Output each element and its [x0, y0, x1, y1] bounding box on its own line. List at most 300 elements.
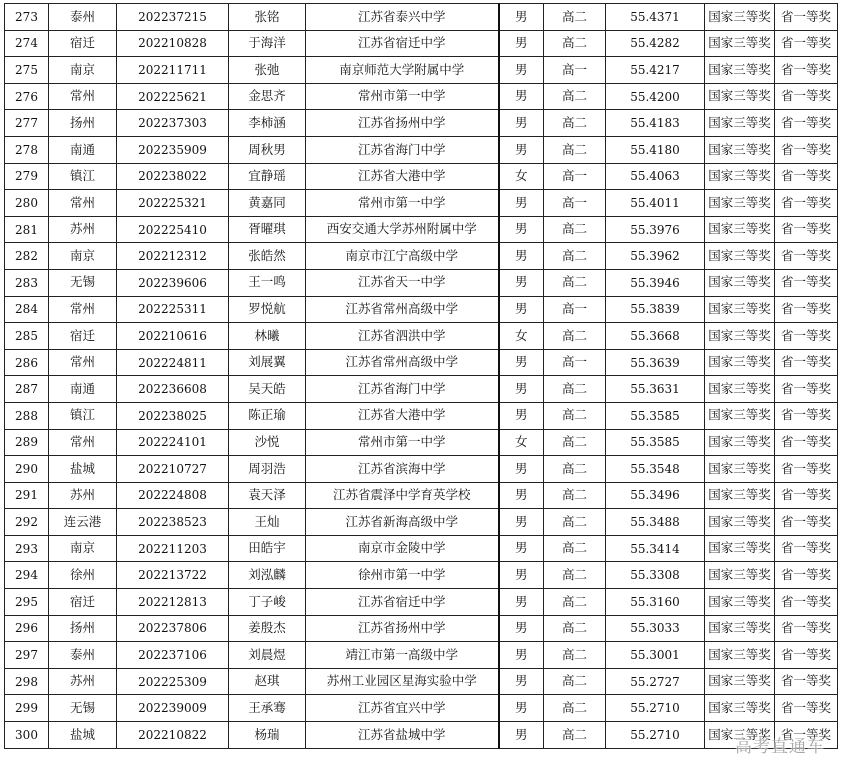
rank-cell: 294 — [5, 562, 49, 589]
exam-id-cell: 202237303 — [117, 110, 229, 137]
score-cell: 55.4183 — [606, 110, 705, 137]
city-cell: 宿迁 — [49, 589, 117, 616]
school-cell: 南京市江宁高级中学 — [306, 243, 499, 270]
exam-id-cell: 202236608 — [117, 376, 229, 403]
city-cell: 常州 — [49, 349, 117, 376]
table-row — [5, 456, 838, 483]
table-row — [5, 83, 838, 110]
school-cell: 江苏省宿迁中学 — [306, 30, 499, 57]
gender-cell: 男 — [499, 642, 544, 669]
rank-cell: 291 — [5, 482, 49, 509]
score-cell: 55.4180 — [606, 136, 705, 163]
student-name-cell: 宜静瑶 — [229, 163, 306, 190]
exam-id-cell: 202239009 — [117, 695, 229, 722]
national-award-cell: 国家三等奖 — [705, 615, 775, 642]
rank-cell: 277 — [5, 110, 49, 137]
gender-cell: 男 — [499, 190, 544, 217]
rank-cell: 286 — [5, 349, 49, 376]
exam-id-cell: 202237106 — [117, 642, 229, 669]
grade-cell: 高二 — [544, 695, 606, 722]
city-cell: 常州 — [49, 190, 117, 217]
table-row — [5, 376, 838, 403]
provincial-award-cell: 省一等奖 — [775, 562, 838, 589]
exam-id-cell: 202225621 — [117, 83, 229, 110]
exam-id-cell: 202211203 — [117, 535, 229, 562]
school-cell: 江苏省海门中学 — [306, 376, 499, 403]
gender-cell: 男 — [499, 30, 544, 57]
grade-cell: 高二 — [544, 30, 606, 57]
provincial-award-cell: 省一等奖 — [775, 482, 838, 509]
city-cell: 徐州 — [49, 562, 117, 589]
gender-cell: 女 — [499, 323, 544, 350]
rank-cell: 280 — [5, 190, 49, 217]
gender-cell: 男 — [499, 722, 544, 749]
grade-cell: 高二 — [544, 589, 606, 616]
provincial-award-cell: 省一等奖 — [775, 376, 838, 403]
provincial-award-cell: 省一等奖 — [775, 695, 838, 722]
exam-id-cell: 202225311 — [117, 296, 229, 323]
student-name-cell: 陈正瑜 — [229, 402, 306, 429]
school-cell: 靖江市第一高级中学 — [306, 642, 499, 669]
provincial-award-cell: 省一等奖 — [775, 136, 838, 163]
exam-id-cell: 202210828 — [117, 30, 229, 57]
national-award-cell: 国家三等奖 — [705, 83, 775, 110]
rank-cell: 295 — [5, 589, 49, 616]
national-award-cell: 国家三等奖 — [705, 429, 775, 456]
score-cell: 55.3639 — [606, 349, 705, 376]
national-award-cell: 国家三等奖 — [705, 376, 775, 403]
table-row — [5, 668, 838, 695]
national-award-cell: 国家三等奖 — [705, 668, 775, 695]
city-cell: 无锡 — [49, 695, 117, 722]
school-cell: 常州市第一中学 — [306, 429, 499, 456]
student-name-cell: 田皓宇 — [229, 535, 306, 562]
school-cell: 江苏省宜兴中学 — [306, 695, 499, 722]
exam-id-cell: 202213722 — [117, 562, 229, 589]
national-award-cell: 国家三等奖 — [705, 296, 775, 323]
city-cell: 南京 — [49, 57, 117, 84]
grade-cell: 高二 — [544, 269, 606, 296]
student-name-cell: 丁子峻 — [229, 589, 306, 616]
student-name-cell: 李柿涵 — [229, 110, 306, 137]
school-cell: 江苏省扬州中学 — [306, 615, 499, 642]
school-cell: 常州市第一中学 — [306, 83, 499, 110]
city-cell: 盐城 — [49, 722, 117, 749]
city-cell: 南通 — [49, 136, 117, 163]
rank-cell: 284 — [5, 296, 49, 323]
grade-cell: 高二 — [544, 429, 606, 456]
gender-cell: 男 — [499, 615, 544, 642]
provincial-award-cell: 省一等奖 — [775, 535, 838, 562]
student-name-cell: 姜殷杰 — [229, 615, 306, 642]
gender-cell: 男 — [499, 4, 544, 31]
national-award-cell: 国家三等奖 — [705, 269, 775, 296]
score-cell: 55.3033 — [606, 615, 705, 642]
provincial-award-cell: 省一等奖 — [775, 509, 838, 536]
table-row — [5, 429, 838, 456]
gender-cell: 男 — [499, 509, 544, 536]
national-award-cell: 国家三等奖 — [705, 456, 775, 483]
grade-cell: 高二 — [544, 136, 606, 163]
grade-cell: 高二 — [544, 4, 606, 31]
student-name-cell: 张皓然 — [229, 243, 306, 270]
table-row — [5, 642, 838, 669]
grade-cell: 高二 — [544, 642, 606, 669]
student-name-cell: 刘展翼 — [229, 349, 306, 376]
rank-cell: 296 — [5, 615, 49, 642]
grade-cell: 高二 — [544, 535, 606, 562]
rank-cell: 285 — [5, 323, 49, 350]
score-cell: 55.3488 — [606, 509, 705, 536]
rank-cell: 298 — [5, 668, 49, 695]
table-row — [5, 163, 838, 190]
school-cell: 西安交通大学苏州附属中学 — [306, 216, 499, 243]
national-award-cell: 国家三等奖 — [705, 57, 775, 84]
provincial-award-cell: 省一等奖 — [775, 615, 838, 642]
score-cell: 55.3585 — [606, 402, 705, 429]
provincial-award-cell: 省一等奖 — [775, 190, 838, 217]
school-cell: 江苏省大港中学 — [306, 163, 499, 190]
grade-cell: 高二 — [544, 615, 606, 642]
student-name-cell: 林曦 — [229, 323, 306, 350]
score-cell: 55.3631 — [606, 376, 705, 403]
provincial-award-cell: 省一等奖 — [775, 429, 838, 456]
gender-cell: 男 — [499, 57, 544, 84]
national-award-cell: 国家三等奖 — [705, 323, 775, 350]
exam-id-cell: 202224101 — [117, 429, 229, 456]
city-cell: 扬州 — [49, 615, 117, 642]
grade-cell: 高二 — [544, 243, 606, 270]
school-cell: 江苏省海门中学 — [306, 136, 499, 163]
score-cell: 55.3001 — [606, 642, 705, 669]
provincial-award-cell: 省一等奖 — [775, 349, 838, 376]
school-cell: 江苏省盐城中学 — [306, 722, 499, 749]
table-row — [5, 695, 838, 722]
student-name-cell: 刘晨煜 — [229, 642, 306, 669]
score-cell: 55.3414 — [606, 535, 705, 562]
grade-cell: 高二 — [544, 110, 606, 137]
gender-cell: 男 — [499, 456, 544, 483]
rank-cell: 282 — [5, 243, 49, 270]
table-row — [5, 30, 838, 57]
school-cell: 江苏省扬州中学 — [306, 110, 499, 137]
student-name-cell: 张弛 — [229, 57, 306, 84]
school-cell: 苏州工业园区星海实验中学 — [306, 668, 499, 695]
student-name-cell: 刘泓麟 — [229, 562, 306, 589]
city-cell: 无锡 — [49, 269, 117, 296]
school-cell: 江苏省宿迁中学 — [306, 589, 499, 616]
table-row — [5, 482, 838, 509]
student-name-cell: 赵琪 — [229, 668, 306, 695]
grade-cell: 高二 — [544, 509, 606, 536]
city-cell: 苏州 — [49, 482, 117, 509]
city-cell: 宿迁 — [49, 323, 117, 350]
student-name-cell: 黄嘉同 — [229, 190, 306, 217]
national-award-cell: 国家三等奖 — [705, 722, 775, 749]
grade-cell: 高二 — [544, 482, 606, 509]
school-cell: 江苏省滨海中学 — [306, 456, 499, 483]
grade-cell: 高二 — [544, 668, 606, 695]
city-cell: 盐城 — [49, 456, 117, 483]
provincial-award-cell: 省一等奖 — [775, 83, 838, 110]
provincial-award-cell: 省一等奖 — [775, 163, 838, 190]
table-row — [5, 535, 838, 562]
grade-cell: 高二 — [544, 722, 606, 749]
student-name-cell: 王灿 — [229, 509, 306, 536]
score-cell: 55.4217 — [606, 57, 705, 84]
grade-cell: 高二 — [544, 323, 606, 350]
grade-cell: 高一 — [544, 163, 606, 190]
gender-cell: 男 — [499, 269, 544, 296]
gender-cell: 男 — [499, 668, 544, 695]
student-name-cell: 沙悦 — [229, 429, 306, 456]
score-cell: 55.3585 — [606, 429, 705, 456]
provincial-award-cell: 省一等奖 — [775, 30, 838, 57]
school-cell: 江苏省常州高级中学 — [306, 349, 499, 376]
student-name-cell: 袁天泽 — [229, 482, 306, 509]
student-name-cell: 王承骞 — [229, 695, 306, 722]
national-award-cell: 国家三等奖 — [705, 509, 775, 536]
gender-cell: 男 — [499, 243, 544, 270]
rank-cell: 274 — [5, 30, 49, 57]
grade-cell: 高二 — [544, 562, 606, 589]
city-cell: 宿迁 — [49, 30, 117, 57]
student-name-cell: 张铭 — [229, 4, 306, 31]
rank-cell: 279 — [5, 163, 49, 190]
table-row — [5, 216, 838, 243]
grade-cell: 高一 — [544, 349, 606, 376]
gender-cell: 男 — [499, 482, 544, 509]
rank-cell: 283 — [5, 269, 49, 296]
gender-cell: 男 — [499, 562, 544, 589]
provincial-award-cell: 省一等奖 — [775, 722, 838, 749]
city-cell: 连云港 — [49, 509, 117, 536]
provincial-award-cell: 省一等奖 — [775, 269, 838, 296]
rank-cell: 288 — [5, 402, 49, 429]
student-name-cell: 杨瑞 — [229, 722, 306, 749]
exam-id-cell: 202235909 — [117, 136, 229, 163]
city-cell: 泰州 — [49, 642, 117, 669]
exam-id-cell: 202225321 — [117, 190, 229, 217]
city-cell: 常州 — [49, 429, 117, 456]
city-cell: 南京 — [49, 535, 117, 562]
national-award-cell: 国家三等奖 — [705, 243, 775, 270]
grade-cell: 高二 — [544, 456, 606, 483]
award-table — [4, 3, 838, 749]
provincial-award-cell: 省一等奖 — [775, 296, 838, 323]
city-cell: 泰州 — [49, 4, 117, 31]
national-award-cell: 国家三等奖 — [705, 190, 775, 217]
gender-cell: 男 — [499, 296, 544, 323]
gender-cell: 男 — [499, 136, 544, 163]
school-cell: 江苏省泗洪中学 — [306, 323, 499, 350]
grade-cell: 高二 — [544, 216, 606, 243]
score-cell: 55.2727 — [606, 668, 705, 695]
national-award-cell: 国家三等奖 — [705, 4, 775, 31]
score-cell: 55.3308 — [606, 562, 705, 589]
school-cell: 徐州市第一中学 — [306, 562, 499, 589]
exam-id-cell: 202224811 — [117, 349, 229, 376]
school-cell: 江苏省大港中学 — [306, 402, 499, 429]
table-row — [5, 349, 838, 376]
school-cell: 江苏省新海高级中学 — [306, 509, 499, 536]
grade-cell: 高二 — [544, 83, 606, 110]
table-row — [5, 57, 838, 84]
national-award-cell: 国家三等奖 — [705, 482, 775, 509]
exam-id-cell: 202238523 — [117, 509, 229, 536]
school-cell: 江苏省常州高级中学 — [306, 296, 499, 323]
provincial-award-cell: 省一等奖 — [775, 57, 838, 84]
score-cell: 55.3160 — [606, 589, 705, 616]
score-cell: 55.3548 — [606, 456, 705, 483]
score-cell: 55.4011 — [606, 190, 705, 217]
exam-id-cell: 202210616 — [117, 323, 229, 350]
table-row — [5, 323, 838, 350]
provincial-award-cell: 省一等奖 — [775, 402, 838, 429]
exam-id-cell: 202225309 — [117, 668, 229, 695]
exam-id-cell: 202225410 — [117, 216, 229, 243]
table-row — [5, 402, 838, 429]
national-award-cell: 国家三等奖 — [705, 562, 775, 589]
school-cell: 南京师范大学附属中学 — [306, 57, 499, 84]
score-cell: 55.4282 — [606, 30, 705, 57]
gender-cell: 男 — [499, 535, 544, 562]
provincial-award-cell: 省一等奖 — [775, 642, 838, 669]
national-award-cell: 国家三等奖 — [705, 216, 775, 243]
gender-cell: 男 — [499, 402, 544, 429]
table-row — [5, 4, 838, 31]
city-cell: 苏州 — [49, 216, 117, 243]
student-name-cell: 胥曜琪 — [229, 216, 306, 243]
score-cell: 55.4200 — [606, 83, 705, 110]
exam-id-cell: 202212312 — [117, 243, 229, 270]
exam-id-cell: 202211711 — [117, 57, 229, 84]
national-award-cell: 国家三等奖 — [705, 349, 775, 376]
rank-cell: 273 — [5, 4, 49, 31]
city-cell: 镇江 — [49, 402, 117, 429]
watermark-text: 高考直通车 — [735, 737, 825, 757]
school-cell: 常州市第一中学 — [306, 190, 499, 217]
city-cell: 常州 — [49, 83, 117, 110]
gender-cell: 男 — [499, 349, 544, 376]
city-cell: 镇江 — [49, 163, 117, 190]
student-name-cell: 金思齐 — [229, 83, 306, 110]
national-award-cell: 国家三等奖 — [705, 402, 775, 429]
rank-cell: 289 — [5, 429, 49, 456]
provincial-award-cell: 省一等奖 — [775, 456, 838, 483]
score-cell: 55.2710 — [606, 695, 705, 722]
rank-cell: 293 — [5, 535, 49, 562]
score-cell: 55.3839 — [606, 296, 705, 323]
rank-cell: 287 — [5, 376, 49, 403]
student-name-cell: 周秋男 — [229, 136, 306, 163]
provincial-award-cell: 省一等奖 — [775, 323, 838, 350]
score-cell: 55.3668 — [606, 323, 705, 350]
national-award-cell: 国家三等奖 — [705, 136, 775, 163]
national-award-cell: 国家三等奖 — [705, 642, 775, 669]
table-row — [5, 589, 838, 616]
gender-cell: 男 — [499, 216, 544, 243]
student-name-cell: 周羽浩 — [229, 456, 306, 483]
exam-id-cell: 202210822 — [117, 722, 229, 749]
provincial-award-cell: 省一等奖 — [775, 216, 838, 243]
grade-cell: 高一 — [544, 296, 606, 323]
city-cell: 苏州 — [49, 668, 117, 695]
school-cell: 江苏省泰兴中学 — [306, 4, 499, 31]
table-row — [5, 296, 838, 323]
rank-cell: 290 — [5, 456, 49, 483]
school-cell: 江苏省震泽中学育英学校 — [306, 482, 499, 509]
exam-id-cell: 202238025 — [117, 402, 229, 429]
rank-cell: 297 — [5, 642, 49, 669]
rank-cell: 299 — [5, 695, 49, 722]
award-table-body — [5, 4, 838, 749]
table-row — [5, 243, 838, 270]
grade-cell: 高一 — [544, 190, 606, 217]
national-award-cell: 国家三等奖 — [705, 30, 775, 57]
gender-cell: 男 — [499, 376, 544, 403]
rank-cell: 281 — [5, 216, 49, 243]
table-row — [5, 110, 838, 137]
exam-id-cell: 202237215 — [117, 4, 229, 31]
student-name-cell: 于海洋 — [229, 30, 306, 57]
national-award-cell: 国家三等奖 — [705, 589, 775, 616]
student-name-cell: 吴天皓 — [229, 376, 306, 403]
table-row — [5, 722, 838, 749]
table-row — [5, 562, 838, 589]
table-row — [5, 509, 838, 536]
provincial-award-cell: 省一等奖 — [775, 4, 838, 31]
city-cell: 南京 — [49, 243, 117, 270]
national-award-cell: 国家三等奖 — [705, 163, 775, 190]
score-cell: 55.3946 — [606, 269, 705, 296]
provincial-award-cell: 省一等奖 — [775, 668, 838, 695]
rank-cell: 292 — [5, 509, 49, 536]
exam-id-cell: 202238022 — [117, 163, 229, 190]
school-cell: 南京市金陵中学 — [306, 535, 499, 562]
city-cell: 南通 — [49, 376, 117, 403]
gender-cell: 男 — [499, 589, 544, 616]
rank-cell: 276 — [5, 83, 49, 110]
gender-cell: 女 — [499, 163, 544, 190]
score-cell: 55.4063 — [606, 163, 705, 190]
city-cell: 扬州 — [49, 110, 117, 137]
table-row — [5, 269, 838, 296]
exam-id-cell: 202237806 — [117, 615, 229, 642]
exam-id-cell: 202212813 — [117, 589, 229, 616]
exam-id-cell: 202210727 — [117, 456, 229, 483]
table-row — [5, 136, 838, 163]
grade-cell: 高二 — [544, 376, 606, 403]
gender-cell: 男 — [499, 695, 544, 722]
national-award-cell: 国家三等奖 — [705, 695, 775, 722]
provincial-award-cell: 省一等奖 — [775, 110, 838, 137]
rank-cell: 300 — [5, 722, 49, 749]
school-cell: 江苏省天一中学 — [306, 269, 499, 296]
table-row — [5, 190, 838, 217]
table-row — [5, 615, 838, 642]
gender-cell: 女 — [499, 429, 544, 456]
score-cell: 55.3496 — [606, 482, 705, 509]
gender-cell: 男 — [499, 83, 544, 110]
rank-cell: 275 — [5, 57, 49, 84]
provincial-award-cell: 省一等奖 — [775, 243, 838, 270]
results-sheet — [4, 3, 837, 749]
grade-cell: 高一 — [544, 57, 606, 84]
score-cell: 55.3976 — [606, 216, 705, 243]
grade-cell: 高二 — [544, 402, 606, 429]
city-cell: 常州 — [49, 296, 117, 323]
